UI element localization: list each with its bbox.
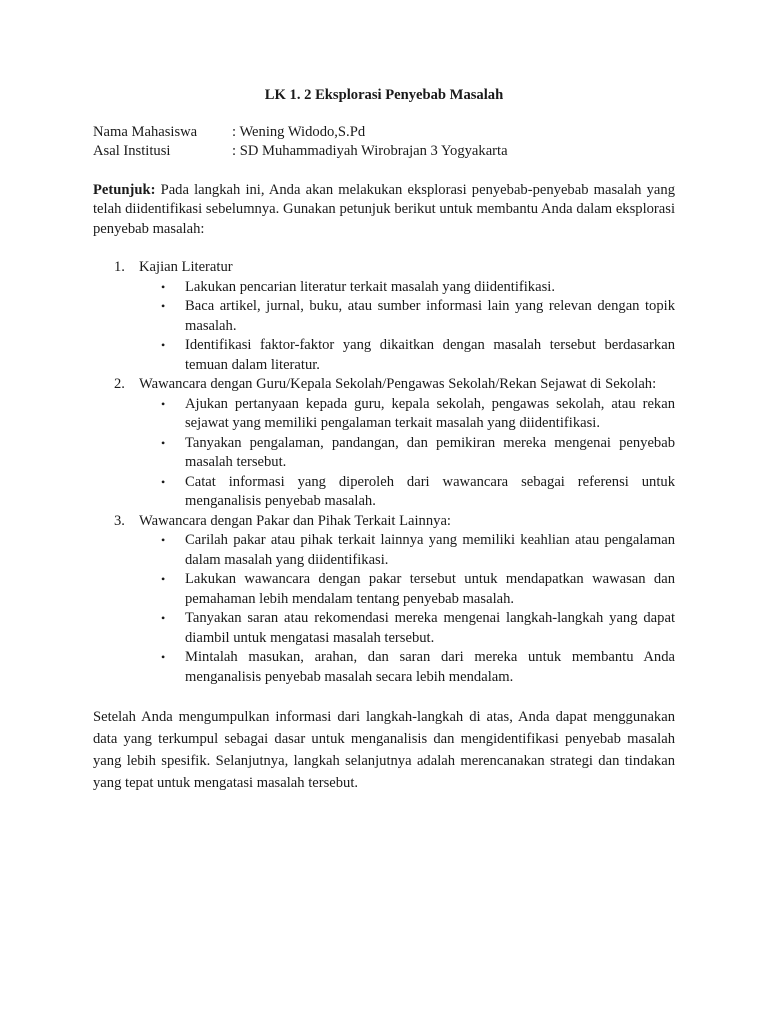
bullet-text: Baca artikel, jurnal, buku, atau sumber informasi lain yang relevan dengan topik masalah.	[185, 298, 675, 334]
bullet-text: Identifikasi faktor-faktor yang dikaitkan dengan masalah tersebut berdasarkan temuan dalam literatur.	[185, 337, 675, 373]
bullet-list	[139, 531, 675, 687]
step-number: 1.	[114, 259, 125, 275]
bullet-item	[139, 570, 675, 609]
bullet-list	[139, 278, 675, 376]
bullet-item	[139, 648, 675, 687]
bullet-icon: •	[161, 279, 166, 294]
bullet-text: Mintalah masukan, arahan, dan saran dari mereka untuk membantu Anda menganalisis penyebab masalah secara lebih mendalam.	[185, 649, 675, 685]
identity-label: Asal Institusi	[93, 143, 171, 159]
step-item	[93, 512, 675, 688]
bullet-icon: •	[161, 474, 166, 489]
bullet-text: Tanyakan pengalaman, pandangan, dan pemikiran mereka mengenai penyebab masalah tersebut.	[185, 434, 675, 470]
bullet-icon: •	[161, 572, 166, 586]
bullet-item	[139, 473, 675, 512]
bullet-text: Ajukan pertanyaan kepada guru, kepala sekolah, pengawas sekolah, atau rekan sejawat yang memiliki pengalaman terkait masalah yang diidentifikasi.	[185, 395, 675, 431]
bullet-icon: •	[161, 299, 166, 313]
bullet-item	[139, 609, 675, 648]
bullet-item	[139, 434, 675, 473]
identity-value: : Wening Widodo,S.Pd	[232, 123, 366, 140]
bullet-item	[139, 395, 675, 434]
step-heading: Kajian Literatur	[139, 259, 233, 275]
step-heading: Wawancara dengan Pakar dan Pihak Terkait Lainnya:	[139, 512, 451, 529]
identity-label: Nama Mahasiswa	[93, 123, 198, 140]
bullet-text: Lakukan pencarian literatur terkait masalah yang diidentifikasi.	[185, 278, 555, 295]
steps-list	[93, 258, 675, 687]
bullet-item	[139, 336, 675, 375]
identity-block	[93, 123, 675, 162]
bullet-icon: •	[161, 396, 166, 411]
bullet-text: Tanyakan saran atau rekomendasi mereka mengenai langkah-langkah yang dapat diambil untuk mengatasi masalah tersebut.	[185, 610, 675, 646]
bullet-text: Lakukan wawancara dengan pakar tersebut untuk mendapatkan wawasan dan pemahaman lebih mendalam tentang penyebab masalah.	[185, 571, 675, 607]
identity-row-nama	[93, 123, 675, 143]
closing-paragraph: Setelah Anda mengumpulkan informasi dari langkah-langkah di atas, Anda dapat menggunakan data yang terkumpul sebagai dasar untuk menganalisis dan mengidentifikasi penyebab masalah yang lebih spesifik. Selanjutnya, langkah selanjutnya adalah merencanakan strategi dan tindakan yang tepat untuk mengatasi masalah tersebut.	[93, 709, 675, 791]
bullet-text: Catat informasi yang diperoleh dari wawancara sebagai referensi untuk menganalisis penyebab masalah.	[185, 473, 675, 509]
bullet-item	[139, 297, 675, 336]
bullet-item	[139, 531, 675, 570]
identity-value: : SD Muhammadiyah Wirobrajan 3 Yogyakarta	[232, 143, 508, 159]
bullet-text: Carilah pakar atau pihak terkait lainnya yang memiliki keahlian atau pengalaman dalam masalah yang diidentifikasi.	[185, 532, 675, 568]
petunjuk-label: Petunjuk:	[93, 181, 156, 198]
identity-row-institusi	[93, 142, 675, 162]
bullet-icon: •	[161, 435, 166, 450]
bullet-icon: •	[161, 611, 166, 625]
page-title: LK 1. 2 Eksplorasi Penyebab Masalah	[264, 87, 504, 103]
petunjuk-paragraph	[93, 181, 675, 240]
bullet-list	[139, 395, 675, 512]
bullet-icon: •	[161, 533, 166, 547]
petunjuk-text: Pada langkah ini, Anda akan melakukan eksplorasi penyebab-penyebab masalah yang telah diidentifikasi sebelumnya. Gunakan petunjuk berikut untuk membantu Anda dalam eksplorasi penyebab masalah:	[93, 181, 675, 237]
step-item	[93, 258, 675, 375]
bullet-icon: •	[161, 650, 166, 664]
step-item	[93, 375, 675, 512]
bullet-item	[139, 278, 675, 298]
step-number: 2.	[114, 376, 125, 392]
step-heading: Wawancara dengan Guru/Kepala Sekolah/Pengawas Sekolah/Rekan Sejawat di Sekolah:	[139, 376, 657, 392]
step-number: 3.	[114, 512, 125, 529]
bullet-icon: •	[161, 338, 166, 352]
